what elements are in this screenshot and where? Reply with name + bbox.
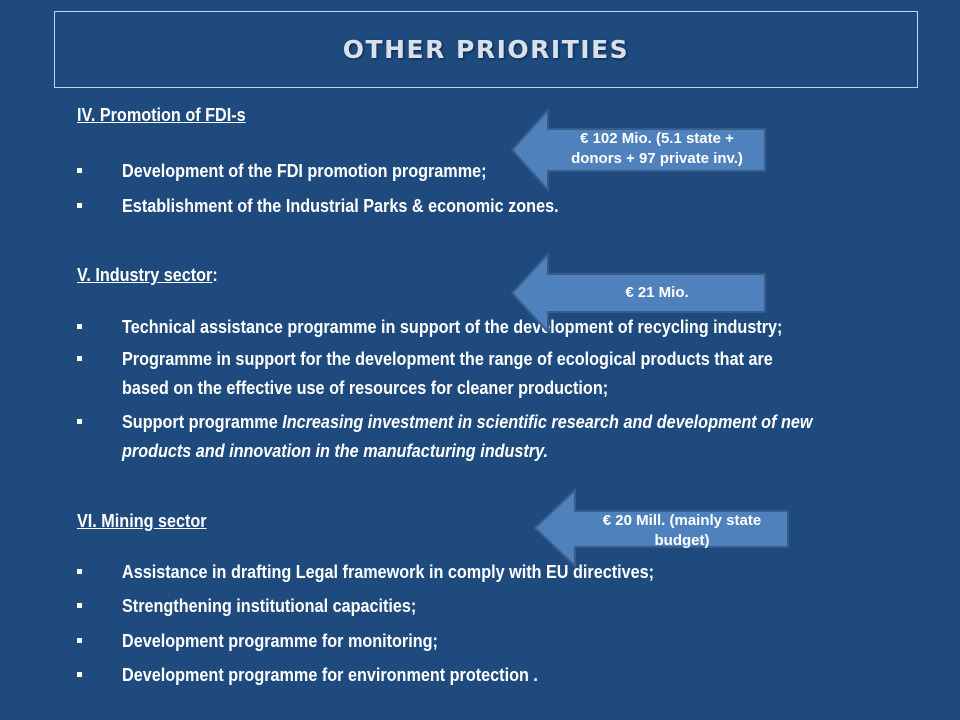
bullet-marker [77, 203, 82, 208]
bullet-text: Establishment of the Industrial Parks & economic zones. [122, 196, 559, 216]
bullet-marker [77, 419, 82, 424]
section-heading-mining: VI. Mining sector [77, 511, 207, 531]
heading-text: V. Industry sector [77, 265, 213, 285]
bullet-text: Development programme for environment protection . [122, 665, 538, 685]
bullet-marker [77, 672, 82, 677]
bullet-text: Strengthening institutional capacities; [122, 596, 417, 616]
bullet-text: Technical assistance programme in support of the development of recycling industry; [122, 317, 783, 337]
arrow-label-line: donors + 97 private inv.) [571, 150, 743, 167]
slide-title: OTHER PRIORITIES [342, 35, 630, 64]
arrow-label-line: € 21 Mio. [625, 284, 689, 301]
section-heading-industry [77, 261, 218, 290]
bullet-text: Programme in support for the development the range of ecological products that are [122, 349, 773, 369]
bullet-text: Development of the FDI promotion programme; [122, 161, 487, 181]
bullet-text-continued: based on the effective use of resources for cleaner production; [122, 378, 609, 398]
arrow-label-line: € 102 Mio. (5.1 state + [580, 130, 734, 147]
bullet-marker [77, 356, 82, 361]
title-box [54, 11, 918, 88]
bullet-text-plain: Support programme [122, 412, 283, 432]
bullet-text-italic: Increasing investment in scientific research and development of new [282, 412, 813, 432]
arrow-callout-industry-budget [510, 252, 768, 334]
arrow-callout-fdi-budget [510, 108, 768, 192]
bullet-text: Development programme for monitoring; [122, 631, 438, 651]
bullet-marker [77, 324, 82, 329]
bullet-text: Assistance in drafting Legal framework in comply with EU directives; [122, 562, 655, 582]
arrow-callout-mining-budget [533, 488, 791, 568]
bullet-marker [77, 168, 82, 173]
arrow-label-line: € 20 Mill. (mainly state [602, 512, 762, 529]
heading-colon: : [212, 265, 218, 285]
bullet-text [122, 408, 812, 437]
bullet-marker [77, 638, 82, 643]
bullet-text-italic-continued: products and innovation in the manufacturing industry. [122, 441, 549, 461]
bullet-marker [77, 569, 82, 574]
arrow-label-line: budget) [654, 532, 710, 549]
bullet-marker [77, 603, 82, 608]
section-heading-fdi: IV. Promotion of FDI-s [77, 105, 246, 125]
